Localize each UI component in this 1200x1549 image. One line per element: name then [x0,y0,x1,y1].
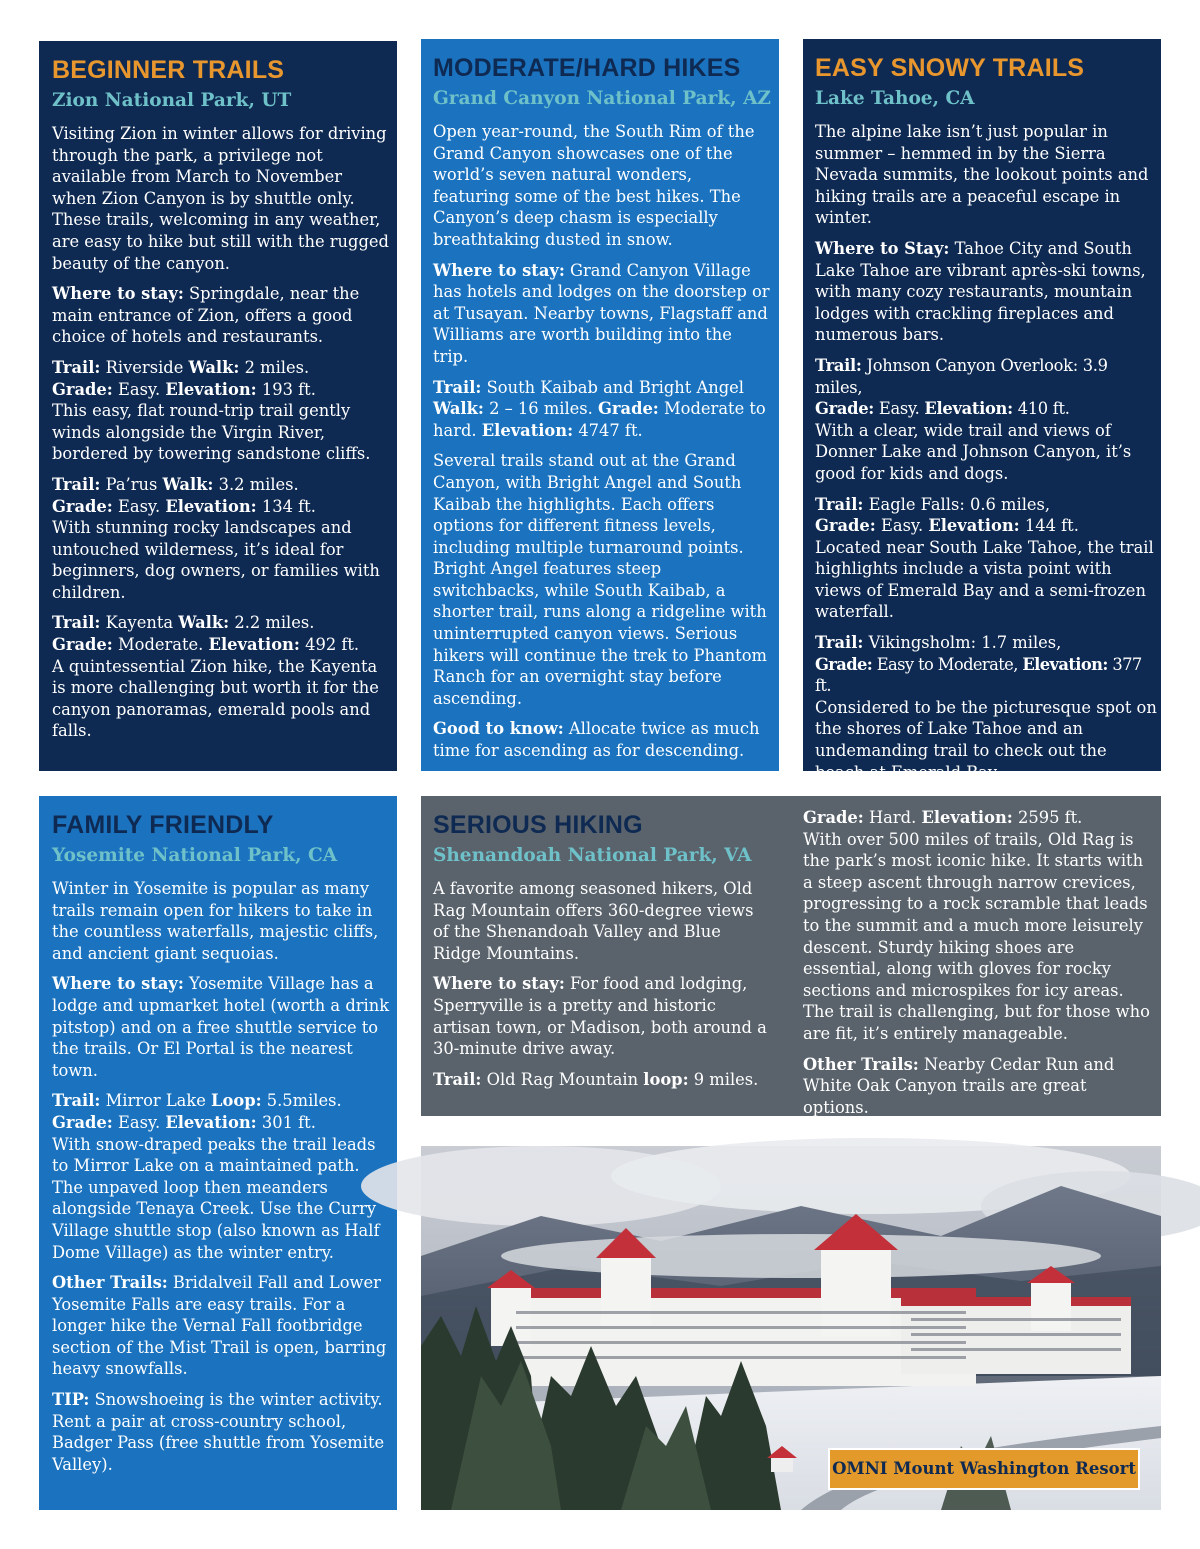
label: Other Trails: [52,1273,168,1293]
label: Walk: [162,474,214,494]
label: Elevation: [165,1112,257,1132]
intro-paragraph: Open year-round, the South Rim of the Grand Canyon showcases one of the world’s seven natural wonders, featuring some of the best hikes. The Canyon’s deep chasm is especially breathtaking dusted in snow. [433,122,755,249]
label: Trail: [52,1091,101,1111]
good-to-know [433,718,771,761]
walk-distance: 2 miles. [239,357,310,377]
elevation: 301 ft. [256,1112,316,1132]
section-heading: EASY SNOWY TRAILS [815,54,1085,82]
elevation: 134 ft. [256,496,316,516]
trail-details [803,807,1155,1045]
label: Grade: [52,496,113,516]
trail-entry [815,494,1157,624]
trail-name: Vikingsholm: 1.7 miles, [863,633,1062,653]
grade: Easy. [112,379,166,399]
text: Nearby Cedar Run and White Oak Canyon trails are great options. [803,1054,1115,1117]
trail-name: South Kaibab and Bright Angel [481,377,744,397]
serious-hiking-panel [421,796,1161,1116]
park-name: Shenandoah National Park, VA [433,845,752,866]
label: Grade: [803,808,864,827]
serious-hiking-col-left [433,810,773,1099]
label: Elevation: [928,516,1020,536]
trail-entry [52,474,391,604]
label: Other Trails: [803,1054,919,1074]
label: Elevation: [165,496,257,516]
grade: Moderate to hard. [433,399,766,440]
text: Snowshoeing is the winter activity. Rent a pair at cross-country school, Badger Pass (free shuttle from Yosemite Valley). [52,1390,385,1474]
trail-description: Located near South Lake Tahoe, the trail highlights include a vista point with views of Emerald Bay and a semi-frozen waterfall. [815,537,1154,622]
where-to-stay [433,973,773,1059]
label: Elevation: [165,379,257,399]
trail-name: Eagle Falls: 0.6 miles, [863,494,1051,514]
text: Tahoe City and South Lake Tahoe are vibrant après-ski towns, with many cozy restaurants, mountain lodges with crackling fireplaces and numerous bars. [815,238,1146,345]
label: Where to stay: [433,260,565,280]
text: Yosemite Village has a lodge and upmarket hotel (worth a drink pitstop) and on a free shuttle service to the trails. Or El Portal is the nearest town. [52,974,390,1080]
elevation: 410 ft. [1012,399,1070,419]
other-trails [803,1054,1155,1119]
park-name: Yosemite National Park, CA [52,845,338,866]
trail-entry [433,377,771,442]
walk-distance: 3.2 miles. [213,474,299,494]
trail-description: With over 500 miles of trails, Old Rag is the park’s most iconic hike. It starts with a steep ascent through narrow crevices, progressing to a rock scramble that leads to the summit and a much more leisurely descent. Sturdy hiking shoes are essential, along with gloves for rocky sections and microspikes for icy areas. The trail is challenging, but for those who are fit, it’s entirely manageable. [803,829,1150,1043]
trail-description: With stunning rocky landscapes and untouched wilderness, it’s ideal for beginners, dog owners, or families with children. [52,518,380,602]
walk-distance: 2 – 16 miles. [483,399,599,419]
label: Trail: [815,633,864,653]
label: Walk: [178,613,230,633]
label: Loop: [211,1091,262,1111]
trail-entry [52,612,391,742]
loop-distance: 9 miles. [688,1069,759,1089]
trail-entry [815,355,1157,485]
moderate-hard-hikes-panel [421,39,779,771]
body-paragraph: Several trails stand out at the Grand Canyon, with Bright Angel and South Kaibab the highlights. Each offers options for different fitness levels, including multiple turnaround points. Bright Angel features steep switchbacks, while South Kaibab, a shorter trail, runs along a ridgeline with uninterrupted canyon views. Serious hikers will continue the trek to Phantom Ranch for an overnight stay before ascending. [433,451,767,708]
where-to-stay [52,973,391,1081]
trail-description: A quintessential Zion hike, the Kayenta is more challenging but worth it for the canyon panoramas, emerald pools and falls. [52,656,379,741]
label: Elevation: [481,420,574,440]
label: Trail: [52,613,101,633]
loop-distance: 5.5miles. [261,1091,342,1111]
elevation: 377 ft. [815,654,1142,696]
label: Elevation: [208,635,300,655]
where-to-stay [815,238,1157,346]
text: Grand Canyon Village has hotels and lodges on the doorstep or at Tusayan. Nearby towns, Flagstaff and Williams are worth building into the trip. [433,260,770,366]
trail-description: This easy, flat round-trip trail gently winds alongside the Virgin River, bordered by towering sandstone cliffs. [52,401,371,464]
easy-snowy-trails-panel [803,39,1161,782]
section-heading: FAMILY FRIENDLY [52,811,274,839]
trail-entry [815,632,1157,783]
label: Elevation: [921,808,1013,827]
trail-description: Considered to be the picturesque spot on the shores of Lake Tahoe and an undemanding trail to check out the beach at Emerald Bay. [815,697,1157,782]
trail-description: With snow-draped peaks the trail leads to Mirror Lake on a maintained path. The unpaved loop then meanders alongside Tenaya Creek. Use the Curry Village shuttle stop (also known as Half Dome Village) as the winter entry. [52,1134,380,1262]
trail-entry [433,1069,773,1091]
label: Grade: [815,516,876,536]
elevation: 4747 ft. [573,420,643,440]
label: Grade: [52,379,113,399]
label: Where to stay: [52,284,184,304]
label: Walk: [433,399,484,419]
label: Where to Stay: [815,238,950,258]
park-name: Zion National Park, UT [52,90,292,111]
label: Good to know: [433,719,564,739]
label: Grade: [815,654,873,674]
label: Trail: [433,377,482,397]
label: Grade: [815,399,874,419]
trail-name: Johnson Canyon Overlook: 3.9 miles, [815,355,1108,397]
trail-entry [52,1090,391,1263]
intro-paragraph: Visiting Zion in winter allows for driving through the park, a privilege not available from March to November when Zion Canyon is by shuttle only. These trails, welcoming in any weather, are easy to hike but still with the rugged beauty of the canyon. [52,124,389,273]
text: Bridalveil Fall and Lower Yosemite Falls are easy trails. For a longer hike the Vernal Fall footbridge section of the Mist Trail is open, barring heavy snowfalls. [52,1273,387,1379]
beginner-trails-panel [39,41,397,771]
elevation: 2595 ft. [1012,808,1083,827]
photo-caption: OMNI Mount Washington Resort [828,1448,1140,1490]
family-friendly-panel [39,796,397,1510]
park-name: Lake Tahoe, CA [815,88,975,109]
label: Elevation: [1022,654,1108,674]
tip [52,1389,391,1475]
resort-photo [421,1146,1161,1510]
text: Springdale, near the main entrance of Zion, offers a good choice of hotels and restaurants. [52,284,360,347]
elevation: 193 ft. [256,379,316,399]
elevation: 492 ft. [299,635,360,655]
label: Where to stay: [433,974,565,994]
label: Walk: [188,357,240,377]
trail-name: Old Rag Mountain [481,1069,644,1089]
label: TIP: [52,1390,90,1410]
label: Trail: [815,355,862,375]
text: Allocate twice as much time for ascending as for descending. [433,719,760,761]
label: Grade: [598,399,659,419]
trail-name: Kayenta [100,613,179,633]
intro-paragraph: Winter in Yosemite is popular as many trails remain open for hikers to take in the countless waterfalls, majestic cliffs, and ancient giant sequoias. [52,879,379,963]
trail-name: Mirror Lake [100,1091,212,1111]
label: Elevation: [924,399,1013,419]
park-name: Grand Canyon National Park, AZ [433,88,771,109]
trail-description: With a clear, wide trail and views of Donner Lake and Johnson Canyon, it’s good for kids and dogs. [815,420,1132,483]
where-to-stay [52,283,391,348]
label: Trail: [52,474,101,494]
label: Trail: [433,1069,482,1089]
walk-distance: 2.2 miles. [229,613,315,633]
serious-hiking-col-right [803,807,1155,1127]
intro-paragraph: The alpine lake isn’t just popular in summer – hemmed in by the Sierra Nevada summits, the lookout points and hiking trails are a peaceful escape in winter. [815,122,1149,228]
trail-name: Riverside [100,357,189,377]
section-heading: BEGINNER TRAILS [52,56,285,84]
label: Grade: [52,1112,113,1132]
grade: Easy. [874,399,925,419]
grade: Easy. [875,516,929,536]
trail-entry [52,357,391,465]
grade: Hard. [863,808,922,827]
grade: Easy. [112,496,166,516]
elevation: 144 ft. [1019,516,1079,536]
trail-name: Pa’rus [100,474,163,494]
label: Trail: [815,494,864,514]
label: Trail: [52,357,101,377]
grade: Moderate. [112,635,209,655]
text: For food and lodging, Sperryville is a pretty and historic artisan town, or Madison, both around a 30-minute drive away. [433,974,767,1059]
section-heading: MODERATE/HARD HIKES [433,54,741,82]
label: Where to stay: [52,974,184,994]
other-trails [52,1272,391,1380]
section-heading: SERIOUS HIKING [433,811,643,839]
label: loop: [643,1069,689,1089]
grade: Easy. [112,1112,166,1132]
grade: Easy to Moderate, [872,654,1023,674]
intro-paragraph: A favorite among seasoned hikers, Old Rag Mountain offers 360-degree views of the Shenandoah Valley and Blue Ridge Mountains. [433,879,754,963]
where-to-stay [433,260,771,368]
label: Grade: [52,635,113,655]
